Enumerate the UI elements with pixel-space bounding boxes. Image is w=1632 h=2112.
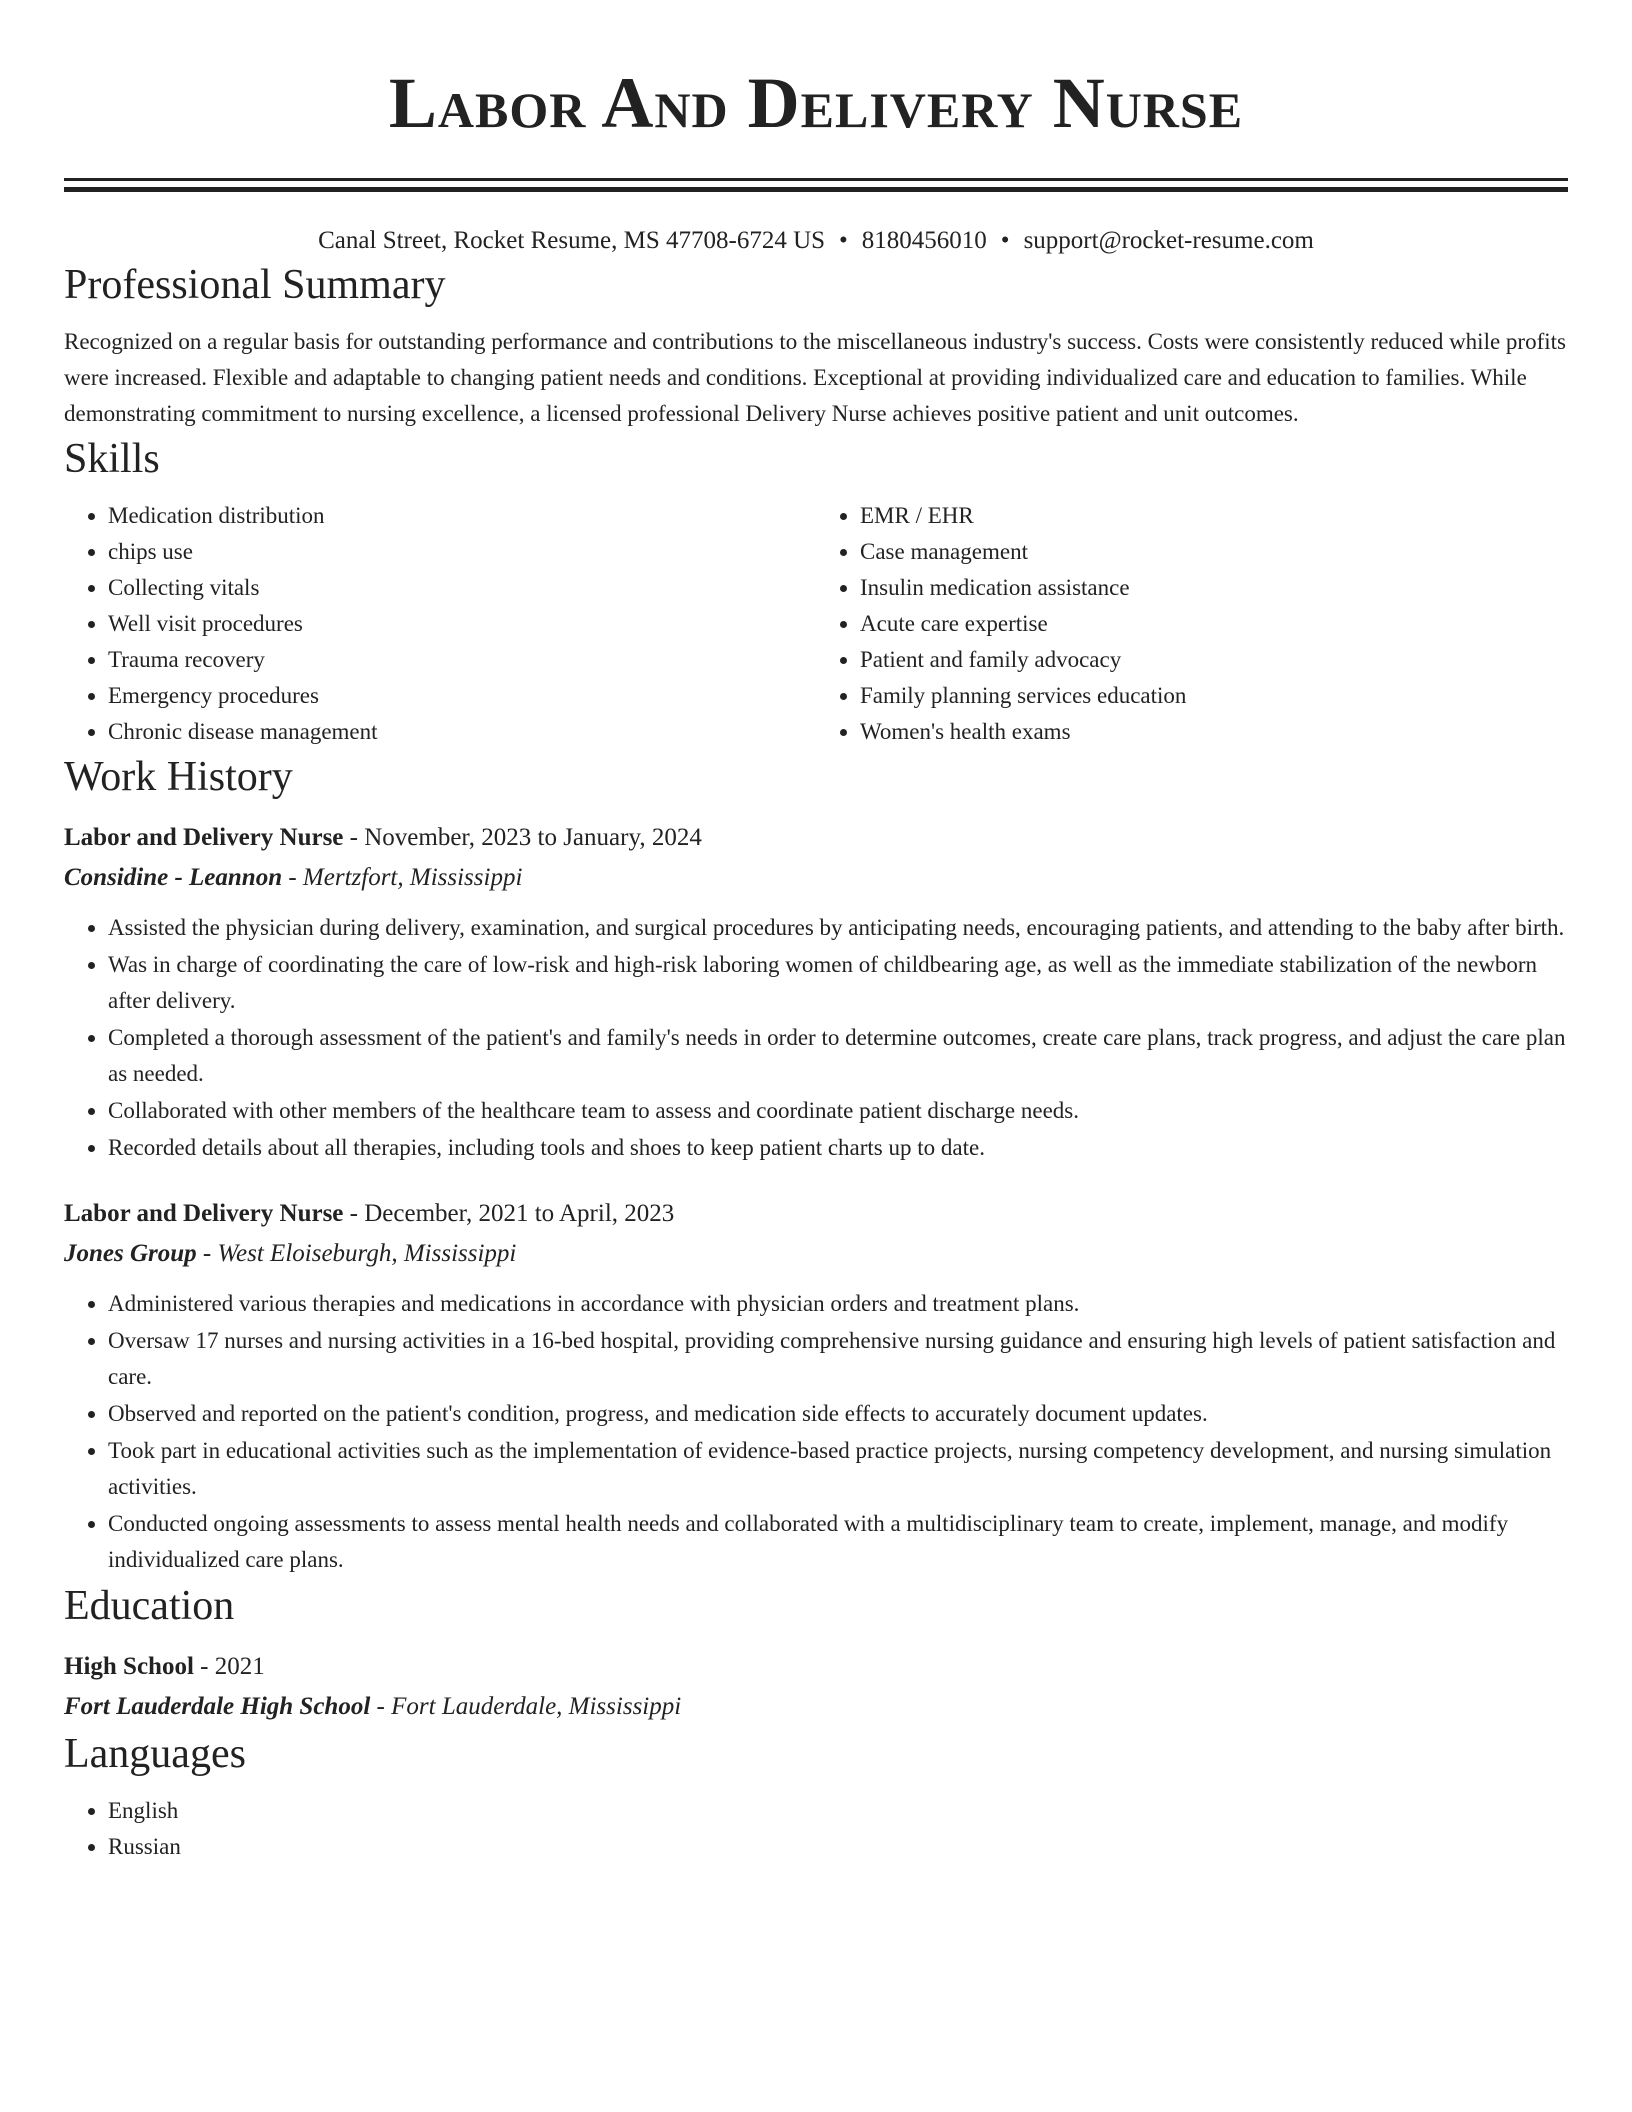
job-title: Labor and Delivery Nurse: [64, 1200, 344, 1227]
education-school-line: [64, 1687, 1568, 1727]
skill-item: • EMR / EHR: [860, 498, 1568, 534]
skills-column-left: [64, 498, 816, 750]
contact-separator: •: [1000, 227, 1010, 254]
job-bullet: • Was in charge of coordinating the care of low-risk and high-risk laboring women of childbearing age, as well as the immediate stabilization of the newborn after delivery.: [108, 947, 1568, 1019]
language-item: • English: [108, 1793, 1568, 1829]
skill-item: • Trauma recovery: [108, 642, 816, 678]
skill-item: • Acute care expertise: [860, 606, 1568, 642]
skills-heading: Skills: [64, 436, 160, 482]
contact-email: support@rocket-resume.com: [1023, 227, 1314, 254]
job-company: Considine - Leannon: [64, 864, 283, 891]
skills-list: [64, 498, 1568, 750]
job-entry: [64, 818, 1568, 1166]
education-heading: Education: [64, 1583, 235, 1629]
skill-item: • Family planning services education: [860, 678, 1568, 714]
job-company-line: [64, 1234, 1568, 1274]
skill-item: • Collecting vitals: [108, 570, 816, 606]
contact-address: Canal Street, Rocket Resume, MS 47708-6724 US: [318, 227, 826, 254]
contact-line: [64, 224, 1568, 258]
job-dates: - December, 2021 to April, 2023: [343, 1200, 675, 1227]
header-rule-thick: [64, 187, 1568, 192]
work-history-heading: Work History: [64, 754, 293, 800]
job-bullets: [64, 1286, 1568, 1578]
job-title: Labor and Delivery Nurse: [64, 824, 344, 851]
job-title-line: [64, 818, 1568, 858]
skill-item: • Insulin medication assistance: [860, 570, 1568, 606]
education-year: - 2021: [193, 1653, 265, 1680]
job-bullet: • Administered various therapies and medications in accordance with physician orders and treatment plans.: [108, 1286, 1568, 1322]
skill-item: • Medication distribution: [108, 498, 816, 534]
job-bullet: • Took part in educational activities such as the implementation of evidence-based practice projects, nursing competency development, and nursing simulation activities.: [108, 1433, 1568, 1505]
job-bullet: • Assisted the physician during delivery, examination, and surgical procedures by anticipating needs, encouraging patients, and attending to the baby after birth.: [108, 910, 1568, 946]
summary-heading: Professional Summary: [64, 262, 446, 308]
job-location: - West Eloiseburgh, Mississippi: [196, 1240, 517, 1267]
resume-name: Labor And Delivery Nurse: [388, 63, 1244, 143]
job-bullet: • Oversaw 17 nurses and nursing activities in a 16-bed hospital, providing comprehensive nursing guidance and ensuring high levels of patient satisfaction and care.: [108, 1323, 1568, 1395]
job-entry: [64, 1194, 1568, 1578]
languages-list: [64, 1793, 1568, 1865]
job-bullet: • Completed a thorough assessment of the patient's and family's needs in order to determine outcomes, create care plans, track progress, and adjust the care plan as needed.: [108, 1020, 1568, 1092]
job-bullet: • Observed and reported on the patient's condition, progress, and medication side effects to accurately document updates.: [108, 1396, 1568, 1432]
education-degree: High School: [64, 1653, 194, 1680]
contact-phone: 8180456010: [861, 227, 987, 254]
job-title-line: [64, 1194, 1568, 1234]
skills-column-right: [816, 498, 1568, 750]
job-company-line: [64, 858, 1568, 898]
skill-item: • Emergency procedures: [108, 678, 816, 714]
job-bullet: • Collaborated with other members of the healthcare team to assess and coordinate patient discharge needs.: [108, 1093, 1568, 1129]
languages-heading: Languages: [64, 1731, 246, 1777]
education-degree-line: [64, 1647, 1568, 1687]
job-dates: - November, 2023 to January, 2024: [343, 824, 702, 851]
job-location: - Mertzfort, Mississippi: [282, 864, 523, 891]
skill-item: • chips use: [108, 534, 816, 570]
summary-text: Recognized on a regular basis for outstanding performance and contributions to the miscellaneous industry's success. Costs were consistently reduced while profits were increased. Flexible and adaptable to changing patient needs and conditions. Exceptional at providing individualized care and education to families. While demonstrating commitment to nursing excellence, a licensed professional Delivery Nurse achieves positive patient and unit outcomes.: [64, 329, 1566, 426]
education-school: Fort Lauderdale High School: [64, 1693, 371, 1720]
skill-item: • Well visit procedures: [108, 606, 816, 642]
job-bullet: • Conducted ongoing assessments to assess mental health needs and collaborated with a multidisciplinary team to create, implement, manage, and modify individualized care plans.: [108, 1506, 1568, 1578]
header-rule-thin: [64, 178, 1568, 181]
skill-item: • Chronic disease management: [108, 714, 816, 750]
contact-separator: •: [839, 227, 848, 254]
job-bullet: • Recorded details about all therapies, including tools and shoes to keep patient charts up to date.: [108, 1130, 1568, 1166]
skill-item: • Case management: [860, 534, 1568, 570]
education-location: - Fort Lauderdale, Mississippi: [370, 1693, 682, 1720]
language-item: • Russian: [108, 1829, 1568, 1865]
job-company: Jones Group: [64, 1240, 197, 1267]
skill-item: • Patient and family advocacy: [860, 642, 1568, 678]
skill-item: • Women's health exams: [860, 714, 1568, 750]
job-bullets: [64, 910, 1568, 1166]
